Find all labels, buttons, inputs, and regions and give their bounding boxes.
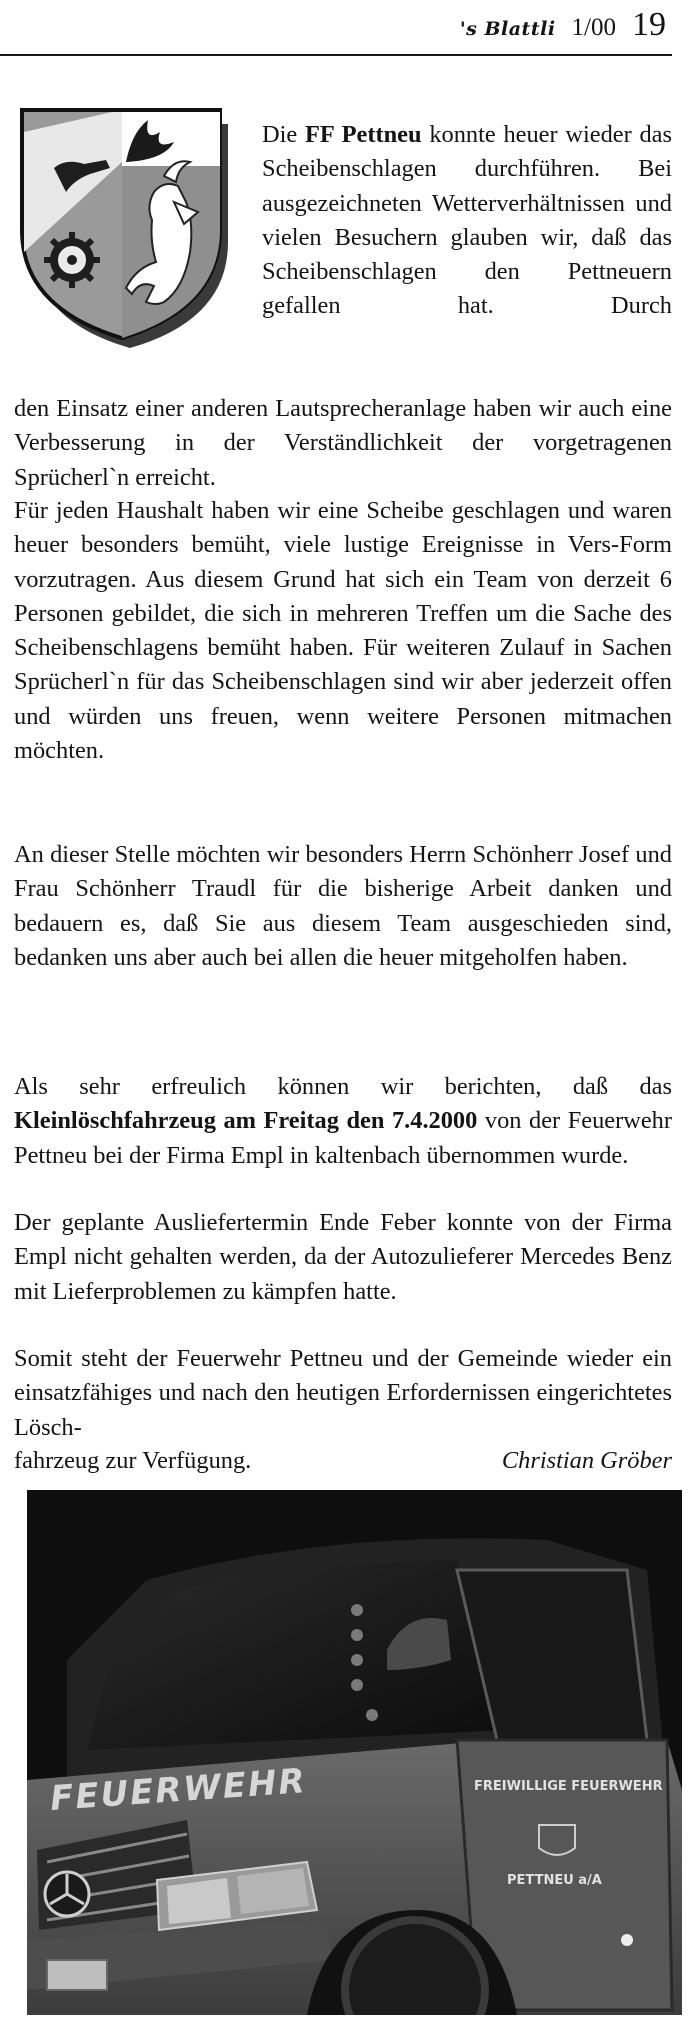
article-intro	[262, 118, 672, 324]
page-header	[0, 0, 672, 58]
article-paragraph-6: Somit steht der Feuerwehr Pettneu und der Gemeinde wieder ein einsatzfähiges und nach den heutigen Erfordernissen eingerichtetes Lösch-	[14, 1345, 672, 1441]
article-author: Christian Gröber	[501, 1447, 672, 1474]
article-paragraph-4	[14, 1070, 672, 1173]
door-lettering-1: FREIWILLIGE FEUERWEHR	[474, 1779, 663, 1794]
p4-post: von der Feuerwehr Pettneu bei der Firma Empl in kaltenbach übernommen wurde.	[14, 1107, 672, 1169]
issue-number: 1/00	[571, 14, 616, 41]
fire-truck-photo	[27, 1490, 682, 2015]
header-text	[460, 6, 666, 44]
article-paragraph-5: Der geplante Ausliefertermin Ende Feber konnte von der Firma Empl nicht gehalten werden, da der Autozulieferer Mercedes Benz mit Lieferproblemen zu kämpfen hatte.	[14, 1209, 672, 1305]
door-lettering-2: PETTNEU a/A	[507, 1873, 602, 1888]
article-paragraph-1: den Einsatz einer anderen Lautsprecheranlage haben wir auch eine Verbesserung in der Verständlichkeit der vorgetragenen Sprücherl`n erreicht.	[14, 395, 672, 491]
p4-pre: Als sehr erfreulich können wir berichten, daß das	[14, 1073, 672, 1100]
coat-of-arms-icon	[14, 102, 239, 352]
intro-pre: Die	[262, 121, 305, 148]
p4-bold: Kleinlöschfahrzeug am Freitag den 7.4.2000	[14, 1107, 478, 1135]
page-number: 19	[632, 6, 666, 43]
article-paragraph-3: An dieser Stelle möchten wir besonders Herrn Schönherr Josef und Frau Schönherr Traudl für die bisherige Arbeit danken und bedauern es, daß Sie aus diesem Team ausgeschieden sind, bedanken uns aber auch bei allen die heuer mitgeholfen haben.	[14, 841, 672, 971]
intro-bold: FF Pettneu	[304, 121, 422, 148]
article-paragraph-2: Für jeden Haushalt haben wir eine Scheibe geschlagen und waren heuer besonders bemüht, viele lustige Ereignisse in Vers-Form vorzutragen. Aus diesem Grund hat sich ein Team von derzeit 6 Personen gebildet, die sich in mehreren Treffen um die Sache des Scheibenschlagens bemüht haben. Für weiteren Zulauf in Sachen Sprücherl`n für das Scheibenschlagen sind wir aber jederzeit offen und würden uns freuen, wenn weitere Personen mitmachen möchten.	[14, 497, 672, 765]
article-paragraph-7: fahrzeug zur Verfügung.	[14, 1447, 252, 1474]
hood-lettering: FEUERWEHR	[48, 1761, 308, 1819]
intro-post: konnte heuer wieder das Scheibenschlagen durchführen. Bei ausgezeichneten Wetterverhältnissen und vielen Besuchern glauben wir, daß das Scheibenschlagen den Pettneuern gefallen hat. Durch	[262, 121, 672, 320]
header-rule	[0, 54, 672, 56]
magazine-title: 's Blattli	[459, 18, 556, 40]
